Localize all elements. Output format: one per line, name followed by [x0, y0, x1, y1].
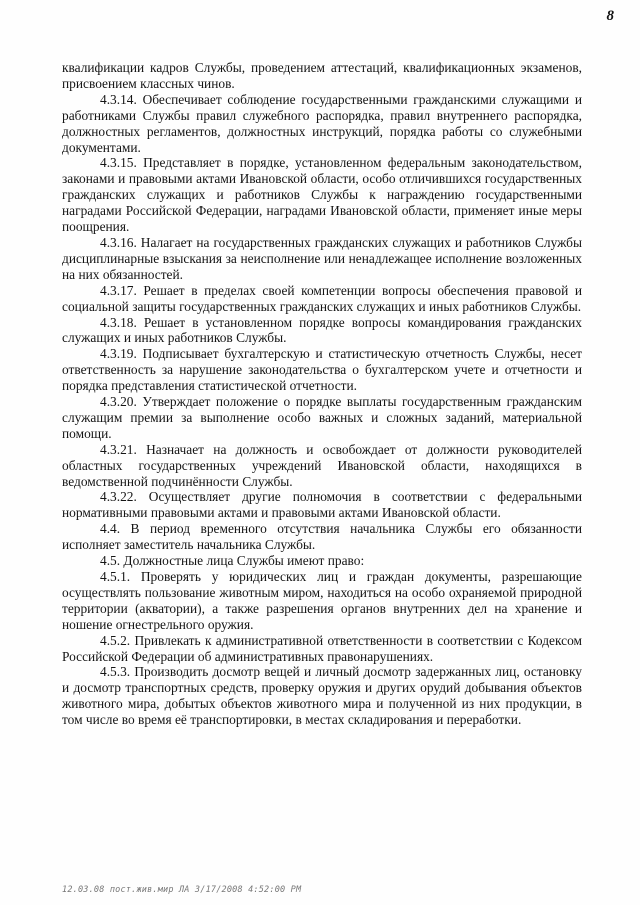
paragraph-4-3-18: 4.3.18. Решает в установленном порядке вопросы командирования гражданских служащих и иных работников Службы. — [62, 314, 582, 346]
paragraph-4-3-22: 4.3.22. Осуществляет другие полномочия в соответствии с федеральными нормативными правовыми актами и правовыми актами Ивановской области. — [62, 489, 582, 521]
page-number: 8 — [606, 8, 614, 24]
document-body — [62, 60, 582, 728]
paragraph-4-3-20: 4.3.20. Утверждает положение о порядке выплаты государственным гражданским служащим премии за выполнение особо важных и сложных заданий, материальной помощи. — [62, 394, 582, 441]
paragraph-4-5-2: 4.5.2. Привлекать к административной ответственности в соответствии с Кодексом Российской Федерации об административных правонарушениях. — [62, 632, 582, 664]
paragraph-4-3-17: 4.3.17. Решает в пределах своей компетенции вопросы обеспечения правовой и социальной защиты государственных гражданских служащих и иных работников Службы. — [62, 282, 582, 314]
paragraph-4-3-14: 4.3.14. Обеспечивает соблюдение государственными гражданскими служащими и работниками Службы правил служебного распорядка, правил внутреннего распорядка, должностных регламентов, должностных инструкций, порядка работы со служебными документами. — [62, 91, 582, 155]
paragraph-4-3-15: 4.3.15. Представляет в порядке, установленном федеральным законодательством, законами и правовыми актами Ивановской области, особо отличившихся государственных гражданских служащих и работников Службы к награждению государственными наградами Российской Федерации, наградами Ивановской области, применяет иные меры поощрения. — [62, 155, 582, 235]
paragraph-4-3-19: 4.3.19. Подписывает бухгалтерскую и статистическую отчетность Службы, несет ответственность за нарушение законодательства о бухгалтерском учете и отчетности и порядка представления статистической отчетности. — [62, 346, 582, 394]
paragraph-4-5-3: 4.5.3. Производить досмотр вещей и личный досмотр задержанных лиц, остановку и досмотр транспортных средств, проверку оружия и других орудий добывания объектов животного мира, добытых объектов животного мира и полученной из них продукции, в том числе во время её транспортировки, в местах складирования и переработки. — [62, 664, 582, 728]
file-footer: 12.03.08 пост.жив.мир ЛА 3/17/2008 4:52:00 PM — [62, 885, 302, 895]
paragraph-4-5-1: 4.5.1. Проверять у юридических лиц и граждан документы, разрешающие осуществлять пользование животным миром, находиться на особо охраняемой природной территории (акватории), а также разрешения органов внутренних дел на хранение и ношение огнестрельного оружия. — [62, 569, 582, 632]
paragraph-4-5: 4.5. Должностные лица Службы имеют право: — [100, 553, 365, 569]
paragraph-4-3-16: 4.3.16. Налагает на государственных гражданских служащих и работников Службы дисциплинарные взыскания за неисполнение или ненадлежащее исполнение возложенных на них обязанностей. — [62, 234, 582, 282]
paragraph-4-3-21: 4.3.21. Назначает на должность и освобождает от должности руководителей областных государственных учреждений Ивановской области, находящихся в ведомственной подчинённости Службы. — [62, 441, 582, 489]
paragraph-continuation: квалификации кадров Службы, проведением аттестаций, квалификационных экзаменов, присвоением классных чинов. — [62, 60, 582, 91]
paragraph-4-4: 4.4. В период временного отсутствия начальника Службы его обязанности исполняет заместитель начальника Службы. — [62, 521, 582, 553]
